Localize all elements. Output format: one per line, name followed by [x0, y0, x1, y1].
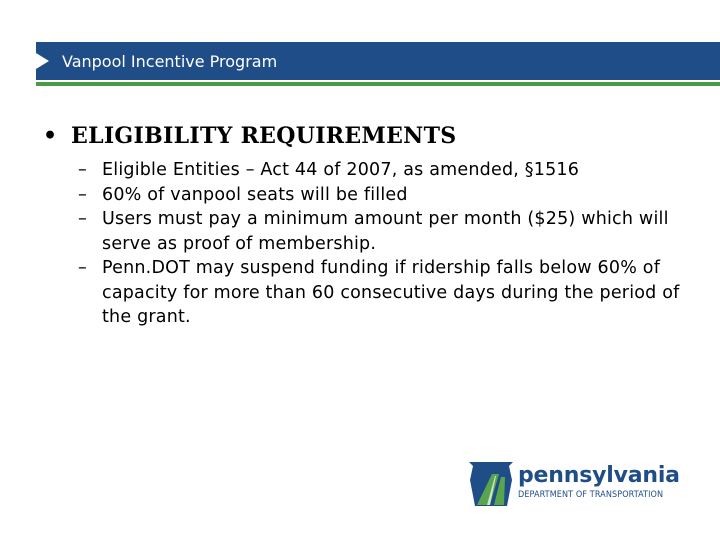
keystone-road-icon — [468, 462, 514, 507]
list-item — [78, 256, 688, 330]
list-item — [78, 183, 688, 208]
list-item-text: Penn.DOT may suspend funding if ridership falls below 60% of capacity for more than 60 consecutive days during the period of the grant. — [102, 258, 680, 327]
list-dash: – — [78, 209, 87, 229]
header-divider — [36, 82, 720, 86]
list-item-text: Eligible Entities – Act 44 of 2007, as amended, §1516 — [102, 160, 580, 180]
logo-subtitle: DEPARTMENT OF TRANSPORTATION — [518, 490, 664, 500]
header-arrow-icon — [36, 53, 49, 69]
list-dash: – — [78, 184, 87, 205]
heading-bullet: • — [43, 123, 58, 149]
list-dash: – — [78, 160, 87, 180]
penndot-logo — [468, 462, 688, 507]
section-heading — [43, 122, 456, 150]
list-item — [78, 158, 688, 183]
list-item-text: Users must pay a minimum amount per month ($25) which will serve as proof of membership. — [102, 209, 669, 254]
page-title: Vanpool Incentive Program — [62, 52, 278, 71]
requirements-list — [78, 158, 688, 330]
list-dash: – — [78, 258, 87, 278]
logo-wordmark: pennsylvania — [518, 463, 680, 488]
section-heading-text: ELIGIBILITY REQUIREMENTS — [71, 123, 457, 149]
list-item-text: 60% of vanpool seats will be filled — [102, 184, 408, 205]
list-item — [78, 207, 688, 256]
